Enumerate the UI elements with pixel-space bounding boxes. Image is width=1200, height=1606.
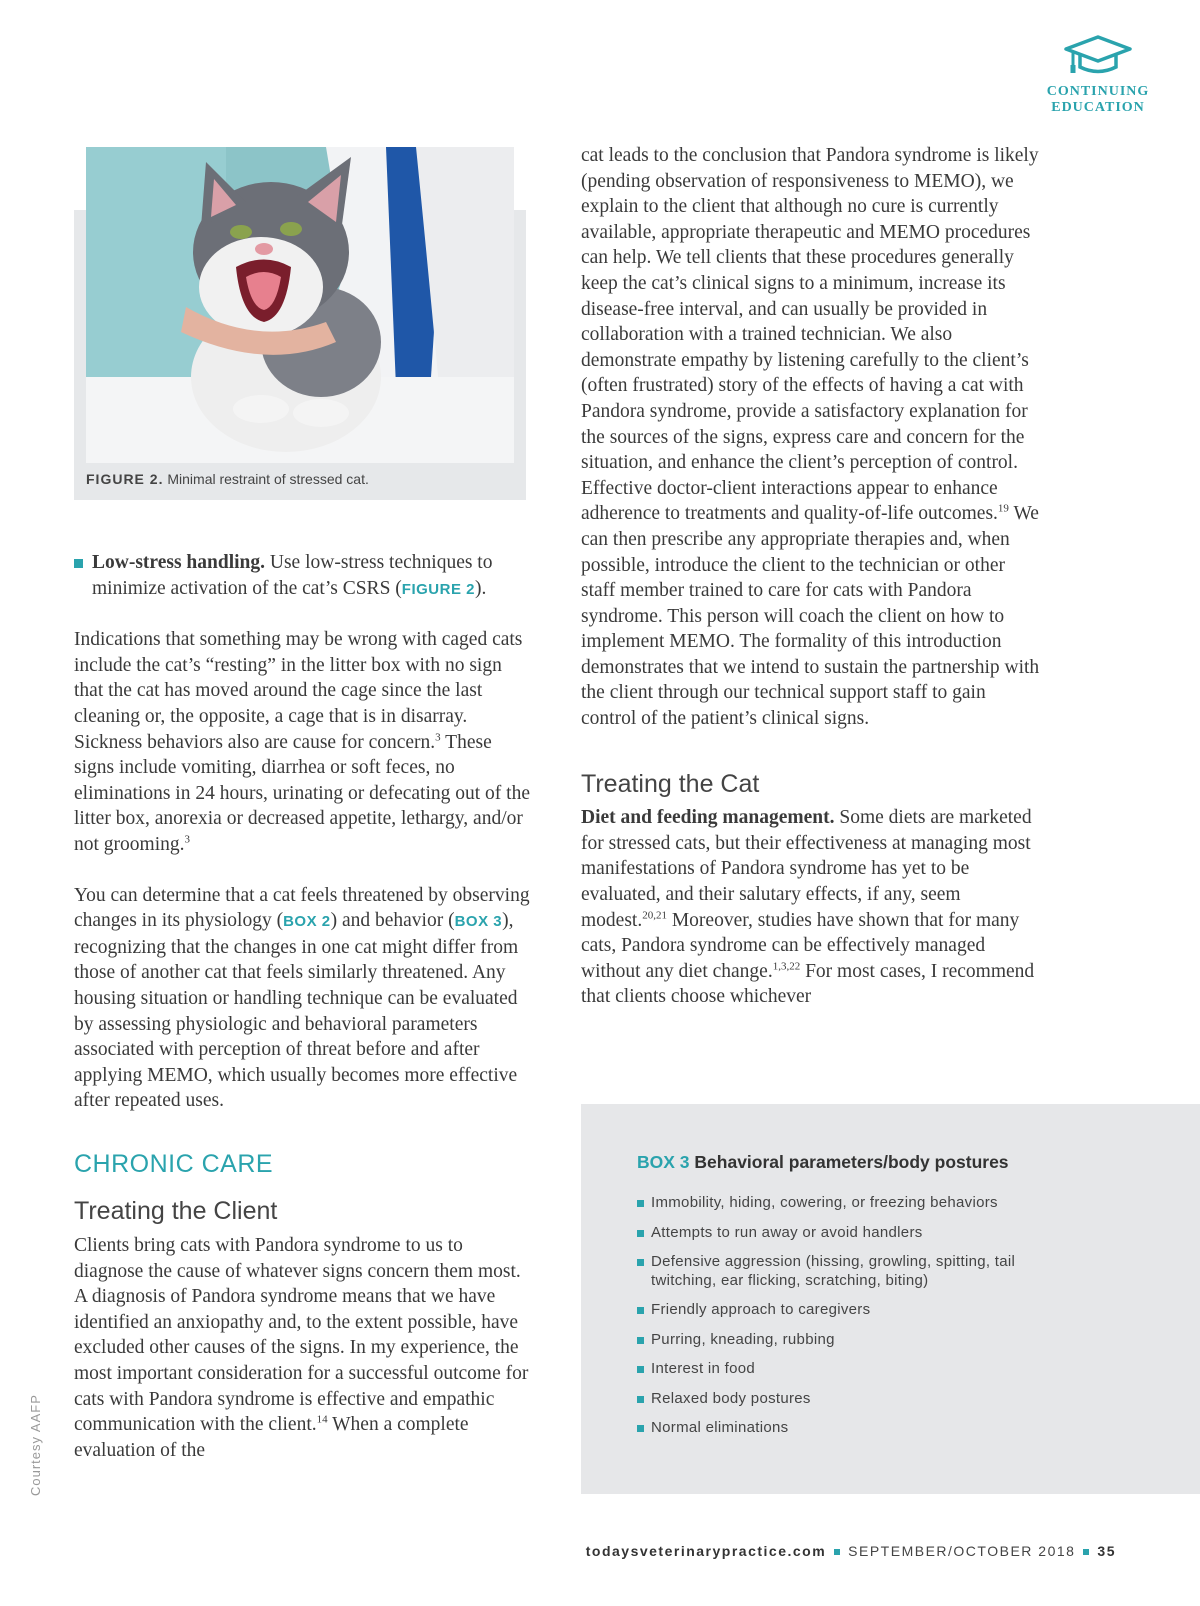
bullet-square-icon: [637, 1366, 644, 1373]
footer-issue: SEPTEMBER/OCTOBER 2018: [848, 1543, 1076, 1559]
list-item: Relaxed body postures: [637, 1390, 1077, 1409]
low-stress-handling-bullet: [74, 550, 530, 602]
bullet-square-icon: [637, 1337, 644, 1344]
graduation-cap-icon: [1063, 34, 1133, 76]
paragraph-diet: Diet and feeding management. Some diets are marketed for stressed cats, but their effectiveness at managing most manifestations of Pandora syndrome has yet to be evaluated, and their salutary effects, if any, seem modest.$^{20,21}$ Moreover, studies have shown that for many cats, Pandora syndrome can be effectively managed without any diet change.$^{1,3,22}$ For most cases, I recommend that clients choose whichever: [581, 807, 1035, 1008]
box-3-list: [637, 1194, 1077, 1449]
bullet-square-icon: [637, 1259, 644, 1266]
footer-site-link[interactable]: todaysveterinarypractice.com: [585, 1543, 827, 1559]
bullet-end: ).: [474, 577, 487, 599]
figure-label: FIGURE 2.: [86, 471, 164, 487]
figure-2-link[interactable]: FIGURE 2: [401, 580, 475, 598]
left-column: [74, 550, 530, 1463]
bullet-square-icon: [74, 559, 83, 568]
list-item: Immobility, hiding, cowering, or freezing behaviors: [637, 1194, 1077, 1213]
bullet-square-icon: [637, 1425, 644, 1432]
list-item: Attempts to run away or avoid handlers: [637, 1224, 1077, 1243]
continuing-education-logo: [1028, 34, 1168, 116]
figure-caption-text: Minimal restraint of stressed cat.: [167, 471, 369, 487]
separator-dot-icon: [1083, 1549, 1089, 1555]
reference-marker: 1,3,22: [772, 960, 801, 973]
logo-line-2: EDUCATION: [1051, 100, 1145, 115]
box-3-label: BOX 3: [637, 1152, 690, 1172]
bullet-square-icon: [637, 1396, 644, 1403]
bullet-lead: Low-stress handling.: [92, 552, 266, 573]
page-footer: [586, 1543, 1116, 1559]
reference-marker: 3: [435, 731, 441, 744]
box-3-title: [637, 1152, 1009, 1173]
bullet-square-icon: [637, 1200, 644, 1207]
box-2-link[interactable]: BOX 2: [283, 913, 331, 931]
subheading-treating-cat: Treating the Cat: [581, 769, 760, 798]
list-item: Purring, kneading, rubbing: [637, 1331, 1077, 1350]
list-item: Defensive aggression (hissing, growling, spitting, tail twitching, ear flicking, scratching, biting): [637, 1253, 1077, 1290]
box-3-heading: Behavioral parameters/body postures: [694, 1152, 1009, 1172]
list-item: Friendly approach to caregivers: [637, 1301, 1077, 1320]
paragraph-indications: Indications that something may be wrong with caged cats include the cat’s “resting” in the litter box with no sign that the cat has moved around the cage since the last cleaning or, the opposite, a cage that is in disarray. Sickness behaviors also are cause for concern.$^3$ These signs include vomiting, diarrhea or soft feces, no eliminations in 24 hours, urinating or defecating out of the litter box, anorexia or decreased appetite, lethargy, and/or not grooming.$^3$: [74, 629, 530, 855]
paragraph-diagnosis-continued: cat leads to the conclusion that Pandora syndrome is likely (pending observation of responsiveness to MEMO), we explain to the client that although no cure is currently available, appropriate therapeutic and MEMO procedures can help. We tell clients that these procedures generally keep the cat’s clinical signs to a minimum, increase its disease-free interval, and can usually be provided in collaboration with a trained technician. We also demonstrate empathy by listening carefully to the client’s (often frustrated) story of the effects of having a cat with Pandora syndrome, provide a satisfactory explanation for the sources of the signs, express care and concern for the situation, and enhance the client’s perception of control. Effective doctor-client interactions appear to enhance adherence to treatments and quality-of-life outcomes.$^{19}$ We can then prescribe any appropriate therapies and, when possible, introduce the client to the technician or other staff member trained to care for cats with Pandora syndrome. This person will coach the client on how to implement MEMO. The formality of this introduction demonstrates that we intend to sustain the partnership with the client through our technical support staff to gain control of the patient’s clinical signs.: [581, 145, 1040, 730]
logo-line-1: CONTINUING: [1046, 84, 1150, 99]
paragraph-threat: You can determine that a cat feels threatened by observing changes in its physiology (BOX 2) and behavior (BOX 3), recognizing that the changes in one cat might differ from those of another cat that feels similarly threatened. Any housing situation or handling technique can be evaluated by assessing physiologic and behavioral parameters associated with perception of threat before and after applying MEMO, which usually becomes more effective after repeated uses.: [74, 884, 530, 1112]
box-3-behavioral-parameters: [581, 1104, 1200, 1494]
photo-credit: Courtesy AAFP: [28, 1394, 43, 1496]
bullet-square-icon: [637, 1307, 644, 1314]
paragraph-clients: Clients bring cats with Pandora syndrome to us to diagnose the cause of whatever signs concern them most. A diagnosis of Pandora syndrome means that we have identified an anxiopathy and, to the extent possible, have excluded other causes of the signs. In my experience, the most important consideration for a successful outcome for cats with Pandora syndrome is effective and empathic communication with the client.$^{14}$ When a complete evaluation of the: [74, 1235, 529, 1461]
bullet-text: Use low-stress techniques to minimize activation of the cat’s CSRS (: [92, 552, 493, 599]
reference-marker: 20,21: [642, 909, 667, 922]
reference-marker: 19: [997, 502, 1009, 515]
stressed-cat-photo: [86, 147, 514, 463]
bullet-square-icon: [637, 1230, 644, 1237]
page-number: 35: [1097, 1543, 1116, 1559]
list-item: Interest in food: [637, 1360, 1077, 1379]
separator-dot-icon: [834, 1549, 840, 1555]
subheading-treating-client: Treating the Client: [74, 1197, 278, 1226]
reference-marker: 3: [184, 833, 190, 846]
box-3-link[interactable]: BOX 3: [454, 913, 503, 931]
section-heading-chronic-care: CHRONIC CARE: [74, 1149, 274, 1178]
figure-caption: [86, 471, 369, 487]
diet-lead: Diet and feeding management.: [581, 807, 835, 829]
list-item: Normal eliminations: [637, 1419, 1077, 1438]
right-column: [581, 143, 1041, 1010]
reference-marker: 14: [316, 1413, 328, 1426]
